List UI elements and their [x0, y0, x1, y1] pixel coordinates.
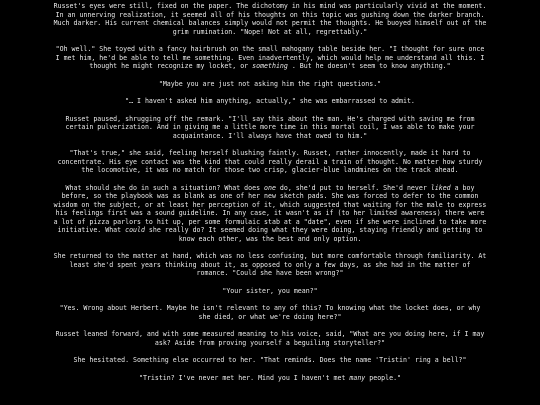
story-text — [52, 2, 488, 391]
emphasized-text: many — [349, 373, 366, 382]
paragraph-text: . But he doesn't seem to know anything." — [287, 62, 451, 70]
paragraph-text: She returned to the matter at hand, which was no less confusing, but more comfortable through familiarity. At least she'd spent years thinking about it, as opposed to only a few days, as she had in the matter of romance. "Could she have been wrong?" — [53, 252, 487, 277]
paragraph-text: people." — [365, 373, 402, 382]
story-paragraph — [52, 115, 488, 141]
story-paragraph — [52, 97, 488, 106]
story-paragraph — [52, 374, 488, 383]
story-paragraph — [52, 287, 488, 296]
emphasized-text: something — [252, 62, 288, 70]
story-paragraph — [52, 45, 488, 71]
emphasized-text: liked — [430, 183, 451, 192]
paragraph-text: She hesitated. Something else occurred to her. "That reminds. Does the name 'Tristin' ring a bell?" — [73, 356, 467, 364]
story-paragraph — [52, 149, 488, 175]
paragraph-text: "Tristin? I've never met her. Mind you I haven't met — [138, 373, 350, 382]
paragraph-text: Russet leaned forward, and with some measured meaning to his voice, said, "What are you doing here, if I may ask? Aside from proving yourself a beguiling storyteller?" — [55, 330, 485, 347]
paragraph-text: What should she do in such a situation? What does — [65, 183, 265, 192]
paragraph-text: "Oh well." She toyed with a fancy hairbrush on the small mahogany table beside her. "I thought for sure once I met him, he'd be able to tell me something. Even inadvertently, which would help me understand all this. I thought he might recognize my locket, or — [55, 45, 485, 70]
paragraph-text: "Your sister, you mean?" — [222, 286, 318, 295]
paragraph-text: Russet paused, shrugging off the remark. "I'll say this about the man. He's charged with saving me from certain pulverization. And in giving me a little more time in this mortal coil, I was able to make your acquaintance. I'll always have that owed to him." — [65, 114, 475, 140]
paragraph-text: "Maybe you are just not asking him the right questions." — [158, 79, 382, 88]
paragraph-text: "That's true," she said, feeling herself blushing faintly. Russet, rather innocently, made it hard to concentrate. His eye contact was the kind that could really derail a train of thought. No matter how sturdy the locomotive, it was no match for those two crisp, glacier-blue landmines on the track ahead. — [57, 149, 483, 174]
paragraph-text: a boy before, so the playbook was as blank as one of her new sketch pads. She was forced to defer to the common wisdom on the subject, or at least her perception of it, which suggested that waiting for the male to express his feelings first was a sound guideline. In any case, it wasn't as if (to her limited awareness) there were a lot of pizza parlors to hit up, per some formulaic stab at a "date", even if she were inclined to take more initiative. What — [53, 183, 487, 234]
story-paragraph — [52, 304, 488, 321]
paragraph-text: Russet's eyes were still, fixed on the paper. The dichotomy in his mind was particularly vivid at the moment. In an unnerving realization, it seemed all of his thoughts on this topic was gushing down the darker branch. Much darker. His current chemical balances simply would not permit the thoughts. He buoyed himself out of the grim rumination. "Nope! Not at all, regrettably." — [53, 2, 487, 36]
story-paragraph — [52, 2, 488, 36]
story-paragraph — [52, 252, 488, 278]
story-paragraph — [52, 80, 488, 89]
paragraph-text: she really do? It seemed doing what they were doing, staying friendly and getting to know each other, was the best and only option. — [144, 226, 483, 243]
story-paragraph — [52, 356, 488, 365]
emphasized-text: one — [264, 183, 276, 192]
paragraph-text: do, she'd put to herself. She'd never — [275, 183, 431, 192]
emphasized-text: could — [125, 226, 145, 234]
story-paragraph — [52, 184, 488, 244]
paragraph-text: "Yes. Wrong about Herbert. Maybe he isn't relevant to any of this? To knowing what the locket does, or why she died, or what we're doing here?" — [59, 304, 481, 321]
story-paragraph — [52, 330, 488, 347]
paragraph-text: "… I haven't asked him anything, actually," she was embarrassed to admit. — [125, 97, 415, 105]
